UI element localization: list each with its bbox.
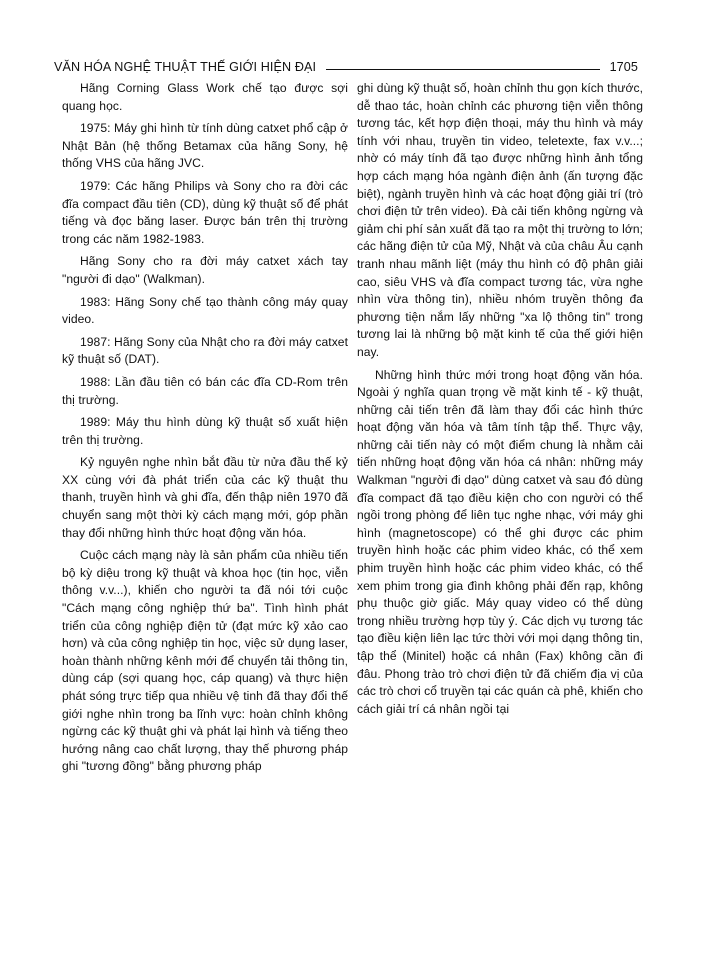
- left-column: [62, 80, 348, 781]
- paragraph: 1989: Máy thu hình dùng kỹ thuật số xuất hiện trên thị trường.: [62, 415, 348, 447]
- page-number: 1705: [609, 60, 638, 74]
- paragraph: Cuộc cách mạng này là sản phẩm của nhiều tiến bộ kỳ diệu trong kỹ thuật và khoa học (tin học, viễn thông v.v...), khiến cho người ta đã nói tới cuộc "Cách mạng công nghiệp thứ ba". Tình hình phát triển của công nghiệp điện tử (đạt mức kỹ xảo cao hơn) và của công nghiệp tin học, việc sử dụng laser, hoàn thành những kênh mới để chuyển tải thông tin, dùng cáp (sợi quang học, cáp quang) và thực hiện phát sóng trực tiếp qua nhiều vệ tinh đã thay đổi thế giới nghe nhìn trong ba lĩnh vực: hoàn chỉnh không ngừng các kỹ thuật ghi và phát lại hình và tiếng theo hướng nâng cao chất lượng, thay thế phương pháp ghi "tương đồng" bằng phương pháp: [62, 548, 348, 774]
- header-rule: [326, 69, 599, 70]
- right-column: [357, 80, 643, 723]
- paragraph: 1975: Máy ghi hình từ tính dùng catxet phổ cập ở Nhật Bản (hệ thống Betamax của hãng Sony, hệ thống VHS của hãng JVC.: [62, 121, 348, 171]
- paragraph: 1979: Các hãng Philips và Sony cho ra đời các đĩa compact đầu tiên (CD), dùng kỹ thuật số để phát tiếng và đọc băng laser. Được bán trên thị trường trong các năm 1982-1983.: [62, 178, 348, 246]
- paragraph: Hãng Sony cho ra đời máy catxet xách tay "người đi dạo" (Walkman).: [62, 254, 348, 286]
- paragraph: 1988: Lần đầu tiên có bán các đĩa CD-Rom trên thị trường.: [62, 374, 348, 407]
- paragraph: Những hình thức mới trong hoạt động văn hóa. Ngoài ý nghĩa quan trọng về mặt kinh tế - kỹ thuật, những cải tiến trên đã làm thay đổi các hình thức hoạt động văn hóa và tâm tính tập thể. Thực vậy, những cải tiến này có một điểm chung là nhằm cải tiến những hoạt động văn hóa cá nhân: những máy Walkman "người đi dạo" dùng catxet và sau đó dùng đĩa compact đã tạo điều kiện cho con người có thể ngồi trong phòng để liên tục nghe nhạc, với máy ghi hình (magnetoscope) có thể ghi được các phim truyền hình hoặc các phim video khác, có thể xem phim truyền hình hoặc các phim video khác, có thể xem phim trong gia đình không phải đến rạp, không phụ thuộc giờ giấc. Máy quay video có thể dùng trong nhiều trường hợp tùy ý. Các dịch vụ tương tác tạo điều kiện liên lạc tức thời với mọi dạng thông tin, tập thể (Minitel) hoặc cá nhân (Fax) không cần đi đâu. Phong trào trò chơi điện tử đã chiếm địa vị của các trò chơi cổ truyền tại các quán cà phê, khiến cho cách giải trí cá nhân ngồi tại: [357, 367, 643, 716]
- running-header: [54, 52, 638, 74]
- paragraph: 1987: Hãng Sony của Nhật cho ra đời máy catxet kỹ thuật số (DAT).: [62, 334, 348, 367]
- paragraph: Hãng Corning Glass Work chế tạo được sợi quang học.: [62, 81, 348, 113]
- running-title: VĂN HÓA NGHỆ THUẬT THẾ GIỚI HIỆN ĐẠI: [54, 60, 317, 74]
- paragraph: 1983: Hãng Sony chế tạo thành công máy quay video.: [62, 294, 348, 327]
- paragraph-continued: ghi dùng kỹ thuật số, hoàn chỉnh thu gọn kích thước, dễ thao tác, hoàn chỉnh các phương tiện viễn thông tương tác, kết hợp điện thoại, máy thu hình và máy tính với nhau, truyền tin video, teletexte, fax v.v...; nhờ có máy tính đã tạo được những hình ảnh tổng hợp cách mạng hóa ngành điện ảnh (ấn tượng đặc biệt), ngành truyền hình và các hoạt động giải trí (trò chơi điện tử trên video). Đà cải tiến không ngừng và giảm chi phí sản xuất đã tạo ra một thị trường to lớn; các hãng điện tử của Mỹ, Nhật và của châu Âu cạnh tranh nhau mãnh liệt (máy thu hình có độ phân giải cao, siêu VHS và đĩa compact tương tác, vừa nghe nhìn vừa thông tin), nhiều nhóm truyền thông đa phương tiện nắm lấy những "xa lộ thông tin" trong tương lai là những bộ mặt kinh tế của thế giới hiện nay.: [357, 81, 643, 359]
- paragraph: Kỷ nguyên nghe nhìn bắt đầu từ nửa đầu thế kỷ XX cùng với đà phát triển của các kỹ thuật thu thanh, truyền hình và ghi đĩa, đến thập niên 1970 đã chuyển sang một thời kỳ cách mạng mới, góp phần thay đổi những hình thức hoạt động văn hóa.: [62, 455, 348, 540]
